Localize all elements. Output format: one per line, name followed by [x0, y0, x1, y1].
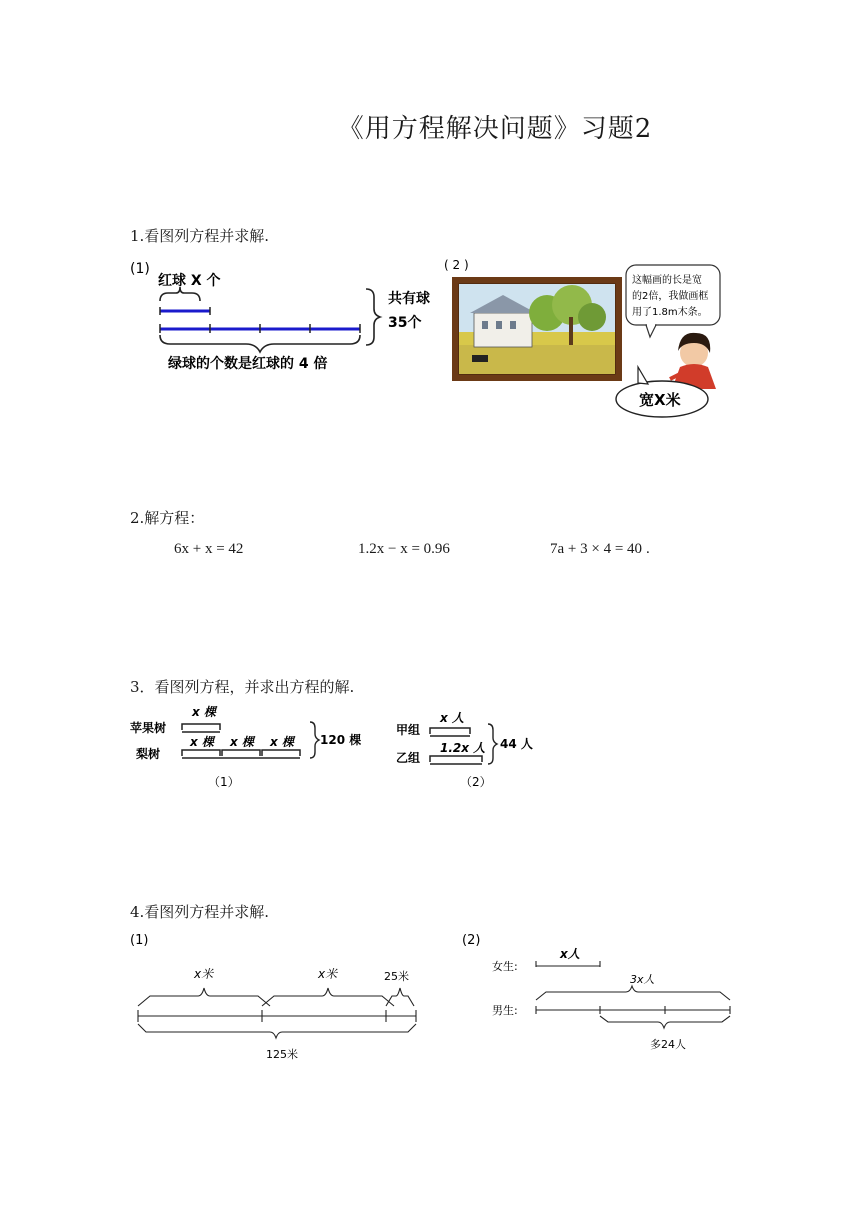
q4-part2-label: (2) — [462, 933, 481, 948]
q3-heading: 3．看图列方程，并求出方程的解. — [130, 678, 355, 696]
q1-part1-label: (1) — [130, 261, 150, 277]
apple-seg-label: x 棵 — [192, 705, 216, 719]
q4-total-label: 125米 — [266, 1048, 298, 1061]
q3-part2-total: 44 人 — [500, 737, 533, 751]
width-label: 宽X米 — [639, 391, 681, 409]
more-label: 多24人 — [650, 1038, 686, 1051]
q1-heading: 1.看图列方程并求解. — [130, 227, 270, 245]
equation-3: 7a + 3 × 4 = 40 — [550, 541, 643, 557]
q3-part1-diagram — [130, 700, 370, 792]
girls-seg-label: x人 — [560, 947, 580, 961]
page-title: 《用方程解决问题》习题2 — [337, 114, 653, 144]
apple-tree-label: 苹果树 — [130, 721, 167, 735]
speech-line3: 用了1.8m木条。 — [632, 307, 708, 318]
q4-seg2-label: x米 — [318, 967, 338, 981]
q4-part2-diagram — [460, 928, 740, 1058]
red-brace — [160, 287, 200, 301]
group-a-seg: x 人 — [440, 711, 464, 725]
q3-part1-caption: （1） — [208, 775, 240, 789]
q4-part1-label: (1) — [130, 933, 149, 948]
green-ball-label: 绿球的个数是红球的 4 倍 — [168, 356, 328, 372]
red-ball-label: 红球 X 个 — [158, 273, 221, 289]
pear-seg-label-1: x 棵 — [190, 735, 214, 749]
total-label-line2: 35个 — [388, 315, 422, 331]
total-brace — [366, 289, 380, 345]
equation-3-period: . — [646, 541, 650, 557]
q4-seg3-label: 25米 — [384, 970, 409, 983]
q1-part2-label: ( 2 ) — [444, 258, 469, 272]
q2-heading: 2.解方程： — [130, 509, 205, 527]
girls-label: 女生: — [492, 960, 518, 973]
pear-seg-label-3: x 棵 — [270, 735, 294, 749]
boys-label: 男生: — [492, 1004, 518, 1017]
q3-part1-total: 120 棵 — [320, 733, 362, 747]
boys-seg-label: 3x人 — [630, 973, 655, 986]
pear-seg-label-2: x 棵 — [230, 735, 254, 749]
equation-2: 1.2x − x = 0.96 — [358, 541, 450, 557]
q4-seg1-label: x米 — [194, 967, 214, 981]
group-a-label: 甲组 — [396, 723, 421, 737]
pear-tree-label: 梨树 — [136, 747, 161, 761]
equation-1: 6x + x = 42 — [174, 541, 244, 557]
q1-part2-illustration — [442, 255, 732, 425]
q1-part1-diagram — [126, 255, 446, 380]
speech-line1: 这幅画的长是宽 — [632, 275, 702, 286]
group-b-seg: 1.2x 人 — [440, 741, 486, 755]
total-label-line1: 共有球 — [388, 291, 430, 307]
q3-part2-diagram — [394, 700, 554, 792]
q4-heading: 4.看图列方程并求解. — [130, 903, 270, 921]
group-b-label: 乙组 — [396, 751, 421, 765]
q3-part2-caption: （2） — [460, 775, 492, 789]
speech-line2: 的2倍，我做画框 — [632, 291, 709, 302]
q4-part1-diagram — [128, 928, 428, 1068]
green-brace — [160, 335, 360, 352]
